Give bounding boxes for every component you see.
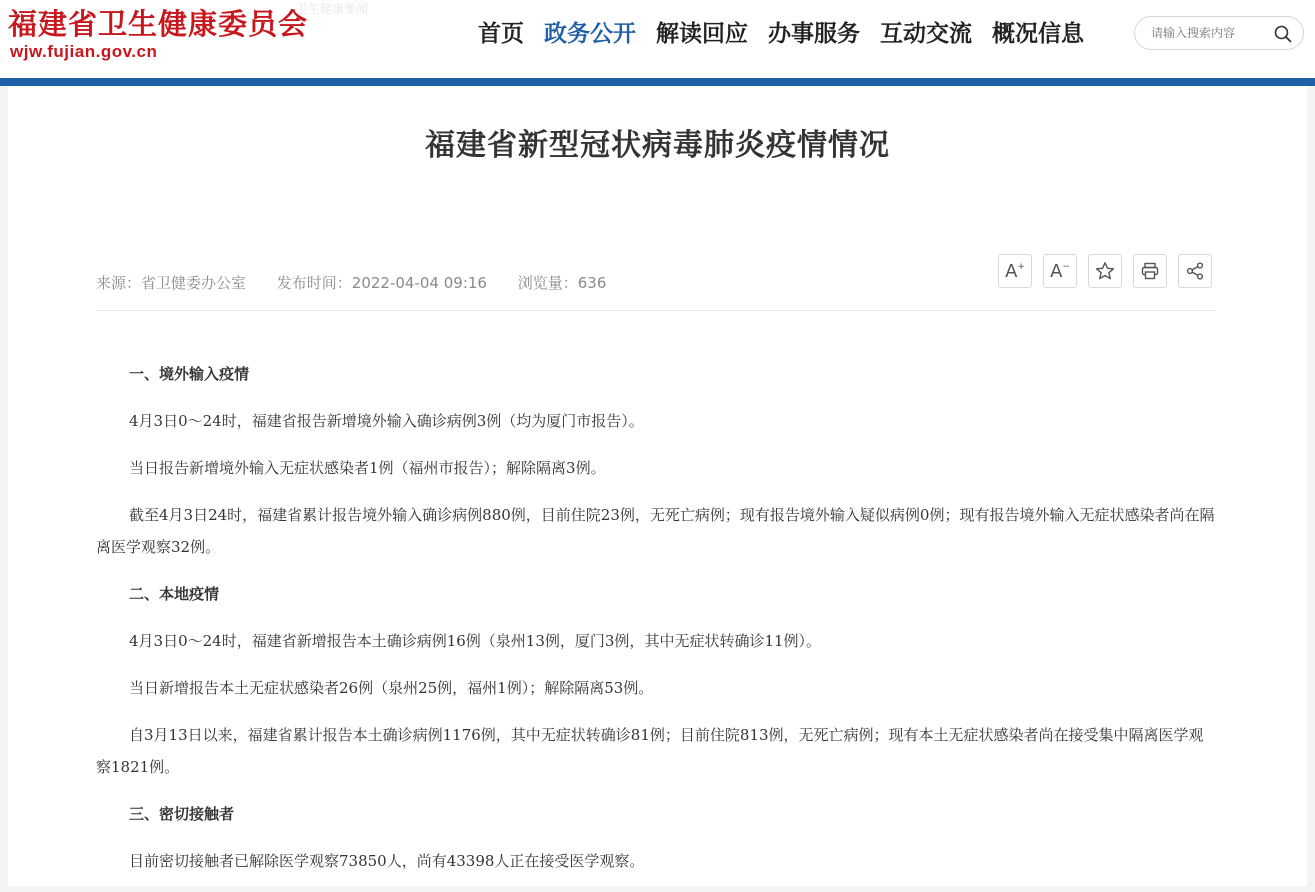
font-decrease-sup: − [1062,262,1070,272]
paragraph: 自3月13日以来，福建省累计报告本土确诊病例1176例，其中无症状转确诊81例；目前住院813例，无死亡病例；现有本土无症状感染者尚在接受集中隔离医学观察1821例。 [96,726,1204,776]
paragraph: 当日报告新增境外输入无症状感染者1例（福州市报告）；解除隔离3例。 [129,459,606,477]
article-title: 福建省新型冠状病毒肺炎疫情情况 [425,128,890,163]
header-accent-bar [0,78,1315,86]
font-increase-icon[interactable] [998,254,1032,288]
site-header [0,0,1315,78]
nav-item-services[interactable]: 办事服务 [768,21,860,47]
print-icon[interactable] [1133,254,1167,288]
share-icon[interactable] [1178,254,1212,288]
article-meta [96,272,632,293]
paragraph: 当日新增报告本土无症状感染者26例（泉州25例，福州1例）；解除隔离53例。 [129,679,654,697]
star-icon[interactable] [1088,254,1122,288]
article-container [8,86,1307,886]
site-logo-url: wjw.fujian.gov.cn [10,42,158,61]
article-tools [998,254,1223,288]
nav-item-government-affairs[interactable]: 政务公开 [544,21,636,47]
article-source: 来源：省卫健委办公室 [96,274,247,292]
main-nav [468,17,1094,51]
nav-item-interaction[interactable]: 互动交流 [880,21,972,47]
font-increase-label: A [1005,260,1018,282]
section-heading: 三、密切接触者 [129,805,235,823]
logo-watermark: 卫生健康要闻 [296,2,369,16]
nav-item-interpretation[interactable]: 解读回应 [656,21,748,47]
font-decrease-icon[interactable] [1043,254,1077,288]
search-icon[interactable] [1273,24,1293,44]
search-box [1134,16,1304,50]
paragraph: 截至4月3日24时，福建省累计报告境外输入确诊病例880例，目前住院23例，无死亡病例；现有报告境外输入疑似病例0例；现有报告境外输入无症状感染者尚在隔离医学观察32例。 [96,506,1215,556]
section-heading: 一、境外输入疫情 [129,365,250,383]
search-input[interactable] [1151,24,1261,42]
paragraph: 4月3日0～24时，福建省新增报告本土确诊病例16例（泉州13例，厦门3例，其中无症状转确诊11例）。 [129,632,822,650]
paragraph: 目前密切接触者已解除医学观察73850人，尚有43398人正在接受医学观察。 [129,852,645,870]
article-body [96,358,1218,892]
font-increase-sup: + [1017,262,1025,272]
font-decrease-label: A [1050,260,1063,282]
nav-item-overview[interactable]: 概况信息 [992,21,1084,47]
article-publish-time: 发布时间：2022-04-04 09:16 [276,274,487,292]
paragraph: 4月3日0～24时，福建省报告新增境外输入确诊病例3例（均为厦门市报告）。 [129,412,644,430]
nav-item-home[interactable]: 首页 [478,21,524,47]
site-logo-title[interactable]: 福建省卫生健康委员会 [8,7,309,41]
meta-divider [96,310,1216,311]
section-heading: 二、本地疫情 [129,585,220,603]
article-views: 浏览量：636 [517,274,607,292]
